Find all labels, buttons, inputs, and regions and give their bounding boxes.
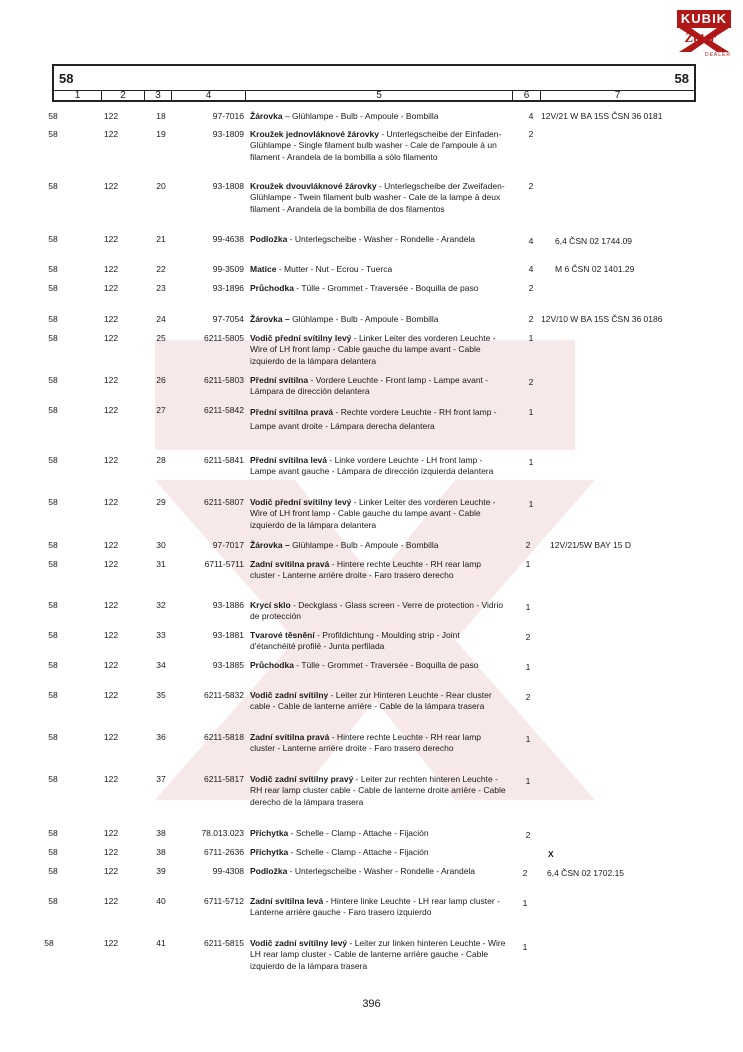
cell-quantity: 1 [525,734,531,744]
part-name: Průchodka [250,660,294,670]
cell-position: 20 [156,181,166,191]
part-name: Vodič zadní svítilny pravý [250,774,354,784]
cell-position: 32 [156,600,166,610]
part-name: Kroužek dvouvláknové žárovky [250,181,377,191]
cell-part-number: 6211-5803 [203,375,244,385]
cell-position: 33 [156,630,166,640]
part-name: Žárovka [250,111,283,121]
cell-group: 58 [48,847,58,857]
cell-subgroup: 122 [103,375,119,385]
cell-subgroup: 122 [103,600,119,610]
cell-part-number: 93-1896 [212,283,244,293]
cell-description [250,181,506,215]
logo-name: Zetor [685,31,717,46]
cell-group: 58 [48,559,58,569]
cell-subgroup: 122 [103,497,119,507]
part-translations: - Schelle - Clamp - Attache - Fijación [288,847,429,857]
cell-group: 58 [48,630,58,640]
cell-part-number: 99-3509 [212,264,244,274]
cell-part-number: 6211-5817 [203,774,244,784]
cell-group: 58 [48,455,58,465]
cell-position: 18 [156,111,166,121]
cell-group: 58 [48,129,58,139]
cell-subgroup: 122 [103,234,119,244]
part-translations: - Linke vordere Leuchte - LH front lamp - Lampe avant gauche - Lámpara de dirección izquierda delantera [250,455,494,477]
cell-description [250,234,506,245]
part-name: Matice [250,264,277,274]
section-number-right: 58 [674,71,689,86]
cell-position: 30 [156,540,166,550]
cell-quantity: 4 [528,111,534,121]
part-name: Podložka [250,234,288,244]
part-translations: - Rechte vordere Leuchte - RH front lamp - Lampe avant droite - Lámpara derecha delantera [250,407,497,431]
cell-position: 39 [156,866,166,876]
cell-quantity: 1 [525,662,531,672]
cell-note: M 6 ČSN 02 1401.29 [555,264,635,274]
cell-description [250,111,506,122]
cell-quantity: 4 [528,264,534,274]
cell-description [250,600,506,623]
cell-quantity: 2 [528,283,534,293]
col-header-3: 3 [145,90,172,102]
cell-subgroup: 122 [103,540,119,550]
cell-group: 58 [48,866,58,876]
part-translations: - Vordere Leuchte - Front lamp - Lampe avant - Lámpara de dirección delantera [250,375,489,397]
cell-description [250,866,506,877]
cell-group: 58 [48,690,58,700]
cell-description [250,375,506,398]
part-translations: - Leiter zur Hinteren Leuchte - Rear cluster cable - Cable de lanterne arrière - Cable de la lámpara trasera [250,690,492,712]
cell-subgroup: 122 [103,866,119,876]
kubik-zetor-logo [677,10,731,66]
cell-quantity: 2 [522,868,528,878]
cell-note: 12V/21 W BA 15S ČSN 36 0181 [541,111,663,121]
section-header [54,66,694,91]
cell-position: 31 [156,559,166,569]
cell-description [250,283,506,294]
cell-description [250,938,506,972]
cell-group: 58 [48,234,58,244]
cell-quantity: 2 [525,692,531,702]
cell-quantity: 1 [522,898,528,908]
part-translations: - Schelle - Clamp - Attache - Fijación [288,828,429,838]
part-translations: - Unterlegscheibe - Washer - Rondelle - Arandela [287,234,476,244]
cell-position: 38 [156,828,166,838]
part-name: Zadní svítilna levá [250,896,324,906]
cell-description [250,129,506,163]
cell-position: 23 [156,283,166,293]
cell-group: 58 [48,774,58,784]
cell-part-number: 97-7017 [212,540,244,550]
cell-quantity: 1 [528,407,534,417]
cell-description [250,497,506,531]
cell-description [250,847,506,858]
cell-description [250,828,506,839]
logo-sub: DEALER [704,52,731,58]
cell-group: 58 [48,111,58,121]
part-name: Tvarové těsnění [250,630,315,640]
cell-description [250,540,506,551]
cell-position: 21 [156,234,166,244]
cell-subgroup: 122 [103,181,119,191]
cell-group: 58 [48,375,58,385]
cell-position: 26 [156,375,166,385]
col-header-2: 2 [102,90,145,102]
cell-group: 58 [48,660,58,670]
cell-part-number: 93-1809 [212,129,244,139]
logo-brand: KUBIK [677,10,731,28]
cell-group: 58 [48,540,58,550]
logo-mark [677,28,731,52]
part-translations: - Tülle - Grommet - Traversée - Boquilla de paso [293,660,479,670]
cell-group: 58 [44,938,54,948]
cell-part-number: 93-1885 [212,660,244,670]
cell-group: 58 [48,828,58,838]
col-header-7: 7 [614,90,621,101]
cell-subgroup: 122 [103,455,119,465]
part-name: Vodič přední svítilny levý [250,333,352,343]
cell-subgroup: 122 [103,774,119,784]
cell-group: 58 [48,181,58,191]
section-number-left: 58 [59,71,74,86]
cell-part-number: 6211-5807 [203,497,244,507]
cell-position: 25 [156,333,166,343]
part-translations: - Profildichtung - Moulding strip - Joint d'étanchéité profilé - Junta perfilada [250,630,460,652]
cell-position: 38 [156,847,166,857]
cell-part-number: 6211-5818 [203,732,244,742]
cell-position: 29 [156,497,166,507]
cell-description [250,660,506,671]
cell-part-number: 6211-5841 [203,455,244,465]
cell-quantity: 2 [528,314,534,324]
cell-subgroup: 122 [103,660,119,670]
part-name: Průchodka [250,283,294,293]
cell-subgroup: 122 [103,129,119,139]
cell-subgroup: 122 [103,828,119,838]
cell-part-number: 93-1881 [212,630,244,640]
part-name: Zadní svítilna pravá [250,732,330,742]
cell-part-number: 6211-5842 [203,405,244,415]
part-translations: - Deckglass - Glass screen - Verre de protection - Vidrio de protección [250,600,504,622]
part-name: Žárovka – [250,314,290,324]
part-translations: Glühlampe - Bulb - Ampoule - Bombilla [289,314,439,324]
cell-quantity: 1 [525,559,531,569]
cell-quantity: 1 [525,602,531,612]
cell-quantity: 2 [525,632,531,642]
part-translations: - Leiter zur rechten hinteren Leuchte - RH rear lamp cluster cable - Cable de lanterne droite arrière - Cable derecho de la lámpara trasera [250,774,506,807]
cell-description [250,732,506,755]
cell-position: 28 [156,455,166,465]
cell-description [250,264,506,275]
cell-description [250,333,506,367]
cell-quantity: 1 [522,942,528,952]
cell-group: 58 [48,405,58,415]
cell-subgroup: 122 [103,264,119,274]
part-name: Vodič přední svítilny levý [250,497,352,507]
part-translations: - Linker Leiter des vorderen Leuchte - Wire of LH front lamp - Cable gauche du lampe avant - Cable izquierdo de la lámpara delantera [250,497,496,530]
cell-part-number: 6211-5832 [203,690,244,700]
cell-group: 58 [48,314,58,324]
cell-subgroup: 122 [103,938,119,948]
cell-note: X [548,849,554,859]
cell-part-number: 97-7016 [212,111,244,121]
column-headers [54,90,694,102]
cell-quantity: 2 [525,830,531,840]
part-name: Kroužek jednovláknové žárovky [250,129,379,139]
cell-part-number: 99-4638 [212,234,244,244]
cell-quantity: 2 [525,540,531,550]
part-translations: - Linker Leiter des vorderen Leuchte - Wire of LH front lamp - Cable gauche du lampe avant - Cable izquierdo de la lámpara delantera [250,333,496,366]
table-header [52,64,696,102]
cell-position: 22 [156,264,166,274]
cell-description [250,314,506,325]
cell-subgroup: 122 [103,333,119,343]
cell-description [250,774,506,808]
cell-quantity: 1 [525,776,531,786]
cell-part-number: 99-4308 [212,866,244,876]
part-name: Podložka [250,866,288,876]
cell-group: 58 [48,283,58,293]
part-translations: - Leiter zur linken hinteren Leuchte - Wire LH rear lamp cluster - Cable de lanterne arrière gauche - Cable izquierdo de la lámpara trasera [250,938,506,971]
cell-part-number: 6211-5815 [203,938,244,948]
cell-subgroup: 122 [103,283,119,293]
cell-position: 27 [156,405,166,415]
cell-position: 35 [156,690,166,700]
cell-subgroup: 122 [103,690,119,700]
part-name: Vodič zadní svítilny [250,690,329,700]
part-translations: - Mutter - Nut - Ecrou - Tuerca [276,264,393,274]
part-name: Přední svítilna pravá [250,407,334,417]
cell-position: 34 [156,660,166,670]
cell-note: 12V/21/5W BAY 15 D [550,540,631,550]
cell-group: 58 [48,497,58,507]
cell-description [250,630,506,653]
cell-group: 58 [48,732,58,742]
col-header-6: 6 [513,90,541,102]
cell-part-number: 93-1886 [212,600,244,610]
cell-position: 19 [156,129,166,139]
cell-subgroup: 122 [103,732,119,742]
part-name: Krycí sklo [250,600,291,610]
cell-quantity: 1 [528,499,534,509]
part-name: Žárovka – [250,540,290,550]
cell-group: 58 [48,600,58,610]
cell-note: 6,4 ČSN 02 1702.15 [547,868,625,878]
cell-subgroup: 122 [103,896,119,906]
part-name: Přední svítilna levá [250,455,328,465]
part-translations: - Unterlegscheibe - Washer - Rondelle - Arandela [287,866,476,876]
cell-description [250,896,506,919]
cell-quantity: 2 [528,181,534,191]
cell-part-number: 6711-5712 [203,896,244,906]
cell-subgroup: 122 [103,847,119,857]
cell-part-number: 6711-2636 [203,847,244,857]
cell-quantity: 4 [528,236,534,246]
part-translations: - Tülle - Grommet - Traversée - Boquilla de paso [293,283,479,293]
part-name: Zadní svítilna pravá [250,559,330,569]
page-number: 396 [362,998,381,1010]
cell-position: 41 [156,938,166,948]
cell-group: 58 [48,333,58,343]
cell-part-number: 97-7054 [212,314,244,324]
cell-position: 40 [156,896,166,906]
cell-subgroup: 122 [103,405,119,415]
cell-quantity: 1 [528,457,534,467]
cell-part-number: 6711-5711 [204,559,244,569]
cell-quantity: 2 [528,129,534,139]
cell-subgroup: 122 [103,314,119,324]
cell-part-number: 6211-5805 [203,333,244,343]
cell-description [250,455,506,478]
cell-position: 24 [156,314,166,324]
part-translations: - Hintere rechte Leuchte - RH rear lamp cluster - Lanterne arrière droite - Faro trasero derecho [250,732,482,754]
cell-description [250,690,506,713]
part-name: Příchytka [250,847,289,857]
part-name: Přední svítilna [250,375,309,385]
cell-subgroup: 122 [103,559,119,569]
part-translations: - Unterlegscheibe der Einfaden-Glühlampe - Single filament bulb washer - Cale de l'ampoule à un filament - Arandela de la bombilla a sólo filamento [250,129,502,162]
cell-subgroup: 122 [103,111,119,121]
cell-group: 58 [48,896,58,906]
part-translations: – Glühlampe - Bulb - Ampoule - Bombilla [282,111,439,121]
part-translations: - Hintere rechte Leuchte - RH rear lamp cluster - Lanterne arrière droite - Faro trasero derecho [250,559,482,581]
cell-position: 37 [156,774,166,784]
part-translations: - Unterlegscheibe der Zweifaden-Glühlampe - Twein filament bulb washer - Cale de la lampe à deux filament - Arandela de la bombilla de dos filamentos [250,181,505,214]
cell-part-number: 93-1808 [212,181,244,191]
cell-part-number: 78.013.023 [201,828,244,838]
col-header-5: 5 [246,90,513,102]
cell-quantity: 2 [528,377,534,387]
cell-quantity: 1 [528,333,534,343]
cell-note: 6,4 ČSN 02 1744.09 [555,236,633,246]
cell-description [250,405,506,433]
cell-group: 58 [48,264,58,274]
col-header-1: 1 [54,90,102,102]
part-translations: Glühlampe - Bulb - Ampoule - Bombilla [289,540,439,550]
part-name: Vodič zadní svítilny levý [250,938,348,948]
cell-position: 36 [156,732,166,742]
part-name: Příchytka [250,828,289,838]
cell-note: 12V/10 W BA 15S ČSN 36 0186 [541,314,663,324]
col-header-4: 4 [172,90,246,102]
cell-subgroup: 122 [103,630,119,640]
part-translations: - Hintere linke Leuchte - LH rear lamp cluster - Lanterne arrière gauche - Faro trasero izquierdo [250,896,500,918]
cell-description [250,559,506,582]
